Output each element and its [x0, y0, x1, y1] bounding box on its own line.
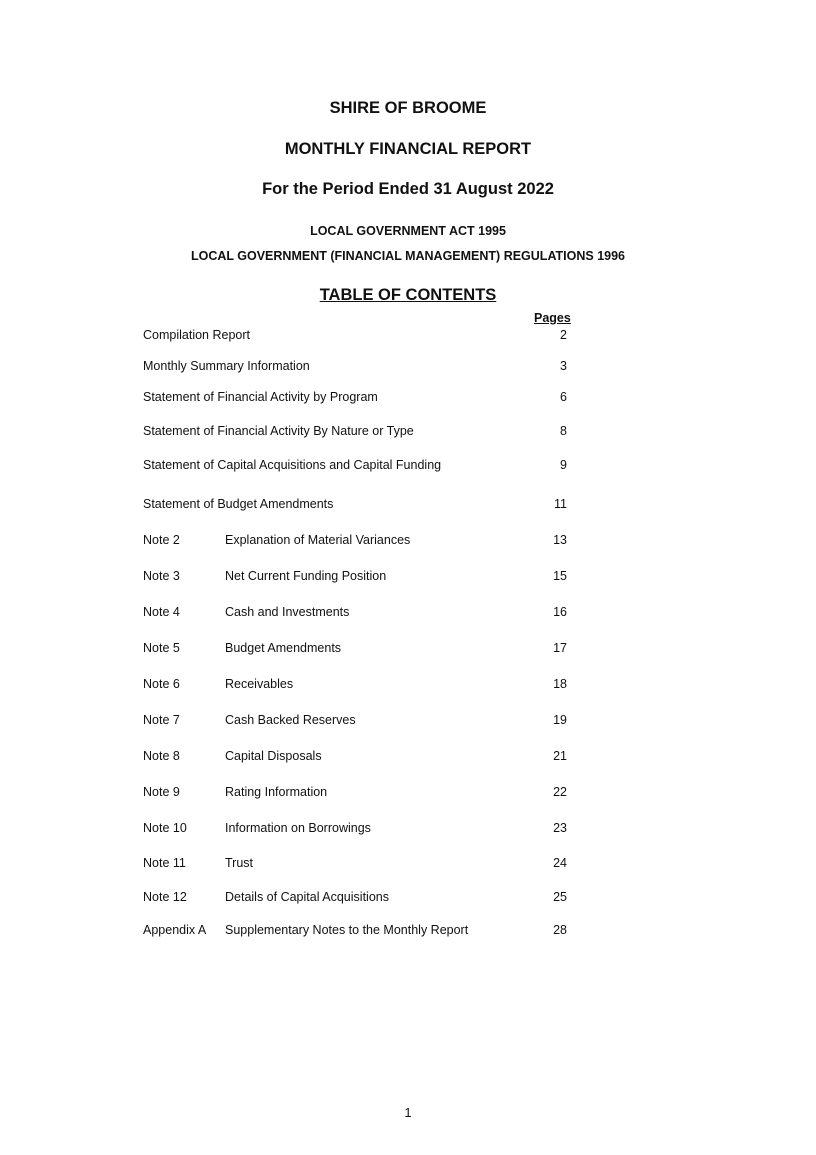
toc-entry-label: Cash Backed Reserves: [225, 713, 356, 727]
toc-entry-label: Statement of Capital Acquisitions and Capital Funding: [143, 458, 442, 472]
toc-note-entry: [0, 677, 816, 695]
toc-entry: [0, 424, 816, 442]
report-title: MONTHLY FINANCIAL REPORT: [284, 140, 532, 158]
toc-entry-label: Trust: [225, 856, 254, 870]
toc-entry-page: 15: [553, 569, 567, 583]
toc-note-number: Note 2: [143, 533, 180, 547]
toc-note-number: Note 12: [143, 890, 187, 904]
toc-entry-page: 18: [553, 677, 567, 691]
toc-entry-page: 23: [553, 821, 567, 835]
toc-entry-page: 24: [553, 856, 567, 870]
toc-note-number: Note 10: [143, 821, 187, 835]
toc-entry-page: 11: [554, 497, 567, 511]
toc-note-entry: [0, 923, 816, 941]
toc-note-entry: [0, 533, 816, 551]
toc-entry-page: 19: [553, 713, 567, 727]
toc-entry-label: Compilation Report: [143, 328, 250, 342]
toc-entry-page: 28: [553, 923, 567, 937]
toc-entry-label: Details of Capital Acquisitions: [225, 890, 389, 904]
toc-note-number: Appendix A: [143, 923, 207, 937]
toc-note-number: Note 4: [143, 605, 180, 619]
toc-entry-label: Explanation of Material Variances: [225, 533, 411, 547]
toc-entry-page: 22: [553, 785, 567, 799]
toc-note-number: Note 5: [143, 641, 180, 655]
toc-entry-label: Statement of Financial Activity by Program: [143, 390, 378, 404]
toc-note-entry: [0, 821, 816, 839]
toc-note-entry: [0, 890, 816, 908]
toc-title: TABLE OF CONTENTS: [319, 286, 497, 304]
toc-entry-label: Budget Amendments: [225, 641, 342, 655]
toc-entry-label: Statement of Financial Activity By Nature or Type: [143, 424, 414, 438]
act-title: LOCAL GOVERNMENT ACT 1995: [310, 224, 506, 238]
toc-note-entry: [0, 641, 816, 659]
toc-note-number: Note 6: [143, 677, 180, 691]
toc-note-entry: [0, 569, 816, 587]
toc-entry-label: Statement of Budget Amendments: [143, 497, 334, 511]
toc-entry: [0, 497, 816, 515]
toc-entry-page: 17: [553, 641, 567, 655]
toc-entry-label: Net Current Funding Position: [225, 569, 387, 583]
toc-entry-label: Information on Borrowings: [225, 821, 371, 835]
toc-entry-page: 8: [560, 424, 567, 438]
toc-entry-page: 16: [553, 605, 567, 619]
toc-entry-page: 9: [560, 458, 567, 472]
toc-note-number: Note 8: [143, 749, 180, 763]
report-period: For the Period Ended 31 August 2022: [262, 180, 554, 198]
toc-entry-page: 13: [553, 533, 567, 547]
toc-entry: [0, 328, 816, 346]
toc-note-number: Note 11: [143, 856, 186, 870]
toc-entry-label: Supplementary Notes to the Monthly Report: [225, 923, 469, 937]
toc-entry-page: 2: [560, 328, 567, 342]
toc-entry: [0, 458, 816, 476]
pages-column-header: Pages: [534, 311, 571, 325]
toc-note-entry: [0, 605, 816, 623]
toc-entry-label: Monthly Summary Information: [143, 359, 310, 373]
toc-note-entry: [0, 749, 816, 767]
toc-entry: [0, 359, 816, 377]
toc-entry-page: 6: [560, 390, 567, 404]
toc-entry-label: Receivables: [225, 677, 294, 691]
toc-note-entry: [0, 713, 816, 731]
page-number: 1: [404, 1105, 412, 1120]
toc-entry-page: 21: [553, 749, 567, 763]
org-name: SHIRE OF BROOME: [329, 99, 487, 117]
toc-note-number: Note 9: [143, 785, 180, 799]
toc-entry-label: Cash and Investments: [225, 605, 350, 619]
toc-entry-page: 3: [560, 359, 567, 373]
toc-note-number: Note 7: [143, 713, 180, 727]
toc-note-entry: [0, 785, 816, 803]
toc-entry-label: Rating Information: [225, 785, 328, 799]
toc-entry-page: 25: [553, 890, 567, 904]
toc-entry: [0, 390, 816, 408]
toc-note-number: Note 3: [143, 569, 180, 583]
regulations-title: LOCAL GOVERNMENT (FINANCIAL MANAGEMENT) REGULATIONS 1996: [190, 249, 626, 263]
toc-entry-label: Capital Disposals: [225, 749, 322, 763]
toc-note-entry: [0, 856, 816, 874]
